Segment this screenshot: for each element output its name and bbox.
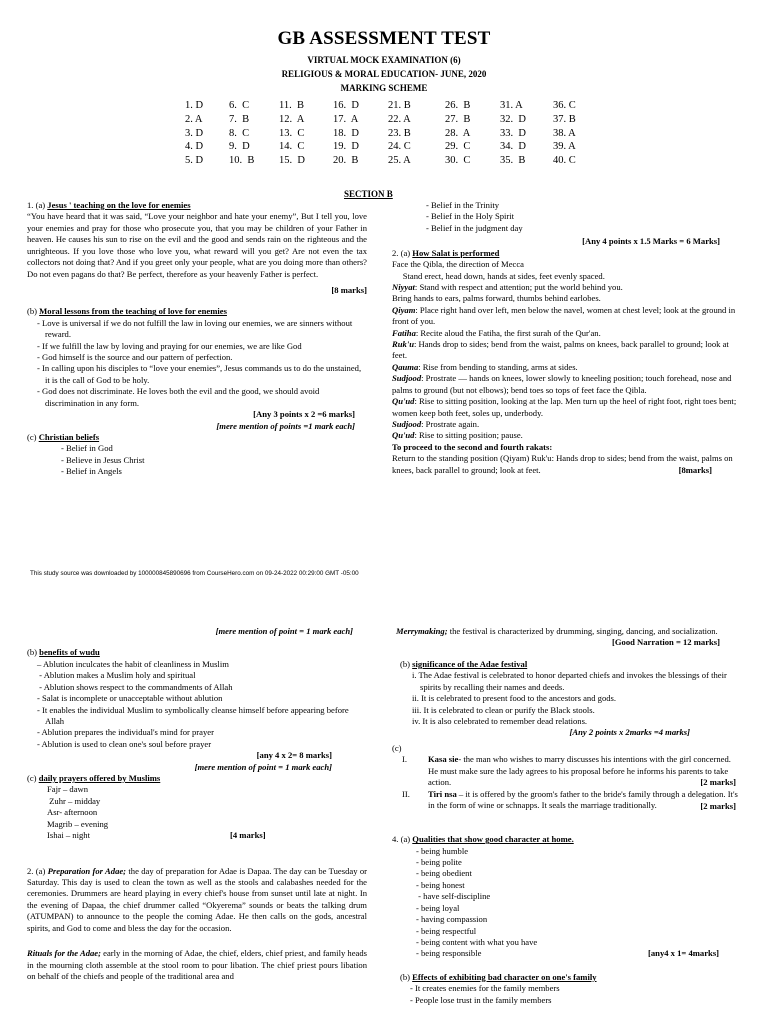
- list-item: - Ablution shows respect to the commandments of Allah: [37, 681, 233, 692]
- download-footer: This study source was downloaded by 100000845890696 from CourseHero.com on 09-24-2022 00:29:00 GMT -05:00: [30, 570, 359, 577]
- answer-item: 35. B: [500, 155, 526, 167]
- page2-right-block: [392, 626, 742, 1006]
- step-term: Fatiha: [392, 327, 416, 338]
- proceed-heading: To proceed to the second and fourth rakats:: [392, 441, 553, 452]
- answer-column-8: [553, 99, 576, 168]
- list-item: - Belief in Angels: [61, 466, 122, 477]
- merrymaking-title: Merrymaking;: [396, 626, 448, 636]
- answer-item: 11. B: [279, 100, 304, 111]
- significance-marks: [Any 2 points x 2marks =4 marks]: [569, 727, 690, 738]
- answer-item: 39. A: [553, 141, 576, 153]
- list-item: - In calling upon his disciples to “love your enemies”, Jesus commands us to do the unstained, it is the call of God to be holy.: [37, 363, 362, 385]
- answer-item: 6. C: [229, 100, 250, 111]
- return-marks: [8marks]: [678, 465, 712, 476]
- list-item: Ishai – night: [47, 830, 90, 841]
- answer-item: 30. C: [445, 155, 471, 167]
- list-item: Zuhr – midday: [47, 795, 101, 806]
- answer-item: 15. D: [279, 155, 305, 167]
- answer-column-2: [229, 99, 254, 168]
- list-item: - being honest: [416, 879, 465, 890]
- custom-text: – it is offered by the groom's father to the bride's family through a delegation. It's in the form of wine or schnapps. It seals the marriage traditionally.: [428, 788, 738, 811]
- q4b-title: Effects of exhibiting bad character on one's family: [412, 971, 597, 982]
- step-text: : Stand with respect and attention; put the world behind you.: [414, 281, 623, 292]
- page-title: GB ASSESSMENT TEST: [277, 28, 491, 49]
- answer-item: 20. B: [333, 155, 359, 167]
- step-text: : Rise to sitting position, looking at the lap. Men turn up the heel of right foot, right toes bent; women keep both feet, soles up, underbody.: [392, 396, 737, 418]
- wudu-marks: [any 4 x 2= 8 marks]: [256, 750, 332, 761]
- part-c-label: (c): [392, 742, 402, 753]
- q1a-text: “You have heard that it was said, “Love your neighbor and hate your enemy”, But I tell you, love your enemies and pray for those who prosecute you, that you may be children of your Father in heaven. He causes his sun to rise on the evil and the good and sends rain on the righteous and the unrighteous. If you love those who love you, what reward will you get? Are not even the tax collectors not doing that? And if you greet only your people, what are you doing more than others? Do not even pagans do that? Be perfect, therefore as your heavenly Father is perfect.: [27, 211, 367, 279]
- subject-line: RELIGIOUS & MORAL EDUCATION- JUNE, 2020: [281, 69, 487, 79]
- item-number: I.: [402, 754, 408, 765]
- list-item: Fajr – dawn: [47, 784, 89, 795]
- list-item: - being loyal: [416, 902, 460, 913]
- answer-item: 4. D: [185, 141, 204, 153]
- step-text: Bring hands to ears, palms forward, thumbs behind earlobes.: [392, 293, 601, 304]
- question-2-block: [392, 200, 742, 477]
- list-item: - having compassion: [416, 914, 488, 925]
- list-item: Asr- afternoon: [47, 807, 98, 818]
- answer-item: 21. B: [388, 100, 411, 111]
- q4-marks: [any4 x 1= 4marks]: [648, 948, 720, 959]
- answer-item: 37. B: [553, 113, 576, 125]
- list-item: - being respectful: [416, 925, 477, 936]
- step-term: Sudjood: [392, 419, 422, 430]
- step-text: : Prostrate — hands on knees, lower slowly to kneeling position; touch forehead, nose and palms to ground (but not elbows); bend toes so tops of feet face the Qibla.: [392, 373, 732, 395]
- list-item: ii. It is celebrated to present food to the ancestors and gods.: [412, 693, 617, 704]
- custom-term: Tiri nsa: [428, 788, 457, 799]
- significance-number: (b): [400, 658, 413, 669]
- list-item: - being obedient: [416, 868, 472, 879]
- list-item: - being humble: [416, 845, 469, 856]
- answer-item: 26. B: [445, 100, 471, 111]
- answer-column-6: [445, 99, 470, 168]
- list-item: - If we fulfill the law by loving and praying for our enemies, we are like God: [37, 340, 302, 351]
- q2-adae-title: Preparation for Adae;: [47, 865, 127, 876]
- prayers-marks: [4 marks]: [230, 830, 266, 841]
- list-item: - God himself is the source and our pattern of perfection.: [37, 352, 233, 363]
- answer-item: 14. C: [279, 141, 305, 153]
- answer-item: 28. A: [445, 127, 471, 139]
- list-item: [392, 754, 742, 789]
- list-item: - Ablution makes a Muslim holy and spiritual: [37, 670, 196, 681]
- prayers-title: daily prayers offered by Muslims: [38, 773, 161, 784]
- list-item: - Salat is incomplete or unacceptable without ablution: [37, 693, 223, 704]
- q1a-title: Jesus ' teaching on the love for enemies: [47, 200, 191, 210]
- beliefs-marks: [Any 4 points x 1.5 Marks = 6 Marks]: [582, 236, 720, 247]
- step-text: : Rise to sitting position; pause.: [414, 430, 523, 441]
- page2-left-block: [27, 626, 367, 982]
- step-text: : Recite aloud the Fatiha, the first surah of the Qur'an.: [415, 327, 601, 338]
- answer-column-3: [279, 99, 305, 168]
- answer-item: 36. C: [553, 100, 576, 111]
- custom-marks: [2 marks]: [700, 777, 736, 788]
- q1a-number: 1. (a): [27, 200, 48, 210]
- rituals-title: Rituals for the Adae;: [27, 948, 101, 959]
- answer-item: 3. D: [185, 127, 204, 139]
- custom-term: Kasa sie: [428, 754, 459, 765]
- return-text: Return to the standing position (Qiyam) Ruk'u: Hands drop to sides; bend from the waist, palms on knees, back parallel to ground; look at feet.: [392, 453, 733, 475]
- q2-adae-text: the day of preparation for Adae is Dapaa. The day can be Tuesday or Saturday. This day is used to clean the town as well as the stools and calabashes needed for the ceremonies. Drummers are heard playing in every chief's house from sunset until late at night. In the evening of Dapaa, the chief drummer called “Okyerema” sounds or beats the talking drum (ATUMPAN) to announce to the people the coming Adae. He then calls on the gods, ancestral spirits, and God to come and bless the day for the occasion.: [27, 865, 367, 933]
- answer-item: 25. A: [388, 155, 411, 167]
- step-text: : Hands drop to sides; bend from the waist, palms on knees, back parallel to ground; look at feet.: [392, 339, 729, 361]
- list-item: - Belief in God: [61, 443, 113, 454]
- list-item: - Belief in the Trinity: [426, 200, 500, 210]
- prayers-number: (c): [27, 773, 39, 784]
- step-text: Stand erect, head down, hands at sides, feet evenly spaced.: [392, 270, 605, 281]
- q4-title: Qualities that show good character at home.: [412, 834, 574, 845]
- step-term: Ruk'u: [392, 339, 414, 350]
- q4b-number: (b): [400, 971, 413, 982]
- merrymaking-marks: [Good Narration = 12 marks]: [611, 637, 720, 648]
- q2a-title: How Salat is performed: [412, 247, 500, 258]
- answer-item: 23. B: [388, 127, 411, 139]
- answer-item: 8. C: [229, 127, 250, 139]
- answer-item: 2. A: [185, 113, 203, 125]
- list-item: - It enables the individual Muslim to symbolically cleanse himself before appearing before Allah: [37, 704, 349, 726]
- answer-item: 5. D: [185, 155, 204, 167]
- q1b-note: [mere mention of points =1 mark each]: [216, 420, 355, 431]
- list-item: - People lose trust in the family members: [410, 994, 552, 1005]
- answer-item: 31. A: [500, 100, 523, 111]
- answer-item: 27. B: [445, 113, 471, 125]
- list-item: i. The Adae festival is celebrated to honor departed chiefs and invokes the blessings of their spirits by recalling their names and deeds.: [412, 670, 727, 692]
- answer-item: 13. C: [279, 127, 305, 139]
- list-item: - being polite: [416, 857, 462, 868]
- answer-item: 19. D: [333, 141, 359, 153]
- list-item: - It creates enemies for the family members: [410, 983, 560, 994]
- answer-item: 34. D: [500, 141, 526, 153]
- wudu-title: benefits of wudu: [39, 647, 100, 658]
- answer-column-1: [185, 99, 203, 168]
- mention-note: [mere mention of point = 1 mark each]: [215, 626, 353, 636]
- q1b-title: Moral lessons from the teaching of love for enemies: [39, 306, 227, 317]
- merrymaking-text: the festival is characterized by drumming, singing, dancing, and socialization.: [447, 626, 718, 636]
- list-item: - God does not discriminate. He loves both the evil and the good, we should avoid discrimination in any form.: [37, 386, 320, 408]
- step-term: Sudjood: [392, 373, 422, 384]
- list-item: - have self-discipline: [416, 891, 491, 902]
- answer-item: 22. A: [388, 113, 411, 125]
- step-text: Face the Qibla, the direction of Mecca: [392, 259, 524, 270]
- list-item: iv. It is also celebrated to remember dead relations.: [412, 715, 588, 726]
- answer-item: 7. B: [229, 113, 250, 125]
- step-term: Niyyat: [392, 281, 415, 292]
- answer-item: 18. D: [333, 127, 359, 139]
- custom-marks: [2 marks]: [700, 800, 736, 811]
- q2a-number: 2. (a): [392, 247, 413, 258]
- list-item: - being content with what you have: [416, 936, 538, 947]
- wudu-note: [mere mention of point = 1 mark each]: [194, 761, 332, 772]
- q2-adae-number: 2. (a): [27, 865, 48, 876]
- step-term: Qu'ud: [392, 430, 415, 441]
- answer-item: 32. D: [500, 113, 526, 125]
- wudu-number: (b): [27, 647, 40, 658]
- list-item: - Love is universal if we do not fulfill the law in loving our enemies, we are sinners without reward.: [37, 317, 353, 340]
- rituals-text: early in the morning of Adae, the chief, elders, chief priest, and family heads in the mourning cloth assemble at the stool room to pour libation. The chief priest pours libation on behalf of the chiefs and people of the traditional area and: [27, 948, 367, 981]
- answer-item: 17. A: [333, 113, 359, 125]
- answer-item: 24. C: [388, 141, 411, 153]
- answer-item: 1. D: [185, 100, 204, 111]
- item-number: II.: [402, 788, 410, 799]
- step-term: Qu'ud: [392, 396, 415, 407]
- list-item: - Believe in Jesus Christ: [61, 454, 145, 465]
- list-item: - Ablution prepares the individual's mind for prayer: [37, 727, 214, 738]
- q1a-marks: [8 marks]: [331, 284, 367, 295]
- answer-item: 9. D: [229, 141, 250, 153]
- step-term: Qauma: [392, 361, 419, 372]
- step-text: : Prostrate again.: [421, 419, 480, 430]
- answer-item: 33. D: [500, 127, 526, 139]
- answer-item: 10. B: [229, 155, 255, 167]
- answer-item: 29. C: [445, 141, 471, 153]
- answer-item: 12. A: [279, 113, 305, 125]
- answer-column-5: [388, 99, 411, 168]
- step-text: : Rise from bending to standing, arms at sides.: [418, 361, 578, 372]
- answer-item: 16. D: [333, 100, 359, 111]
- custom-text: - the man who wishes to marry discusses his intentions with the girl concerned. He must make sure the lady agrees to his proposal before he informs his parents to take action.: [428, 754, 731, 788]
- answer-column-7: [500, 99, 526, 168]
- section-b-heading: SECTION B: [344, 189, 393, 199]
- list-item: - Belief in the judgment day: [426, 222, 523, 233]
- marking-scheme-label: MARKING SCHEME: [340, 83, 428, 93]
- list-item: - Ablution is used to clean one's soul before prayer: [37, 738, 212, 749]
- list-item: [392, 789, 742, 812]
- answer-item: 40. C: [553, 155, 576, 167]
- significance-title: significance of the Adae festival: [412, 658, 528, 669]
- q1c-title: Christian beliefs: [38, 432, 100, 443]
- list-item: - Belief in the Holy Spirit: [426, 211, 515, 222]
- q1b-number: (b): [27, 306, 40, 317]
- list-item: Magrib – evening: [47, 818, 109, 829]
- answer-column-4: [333, 99, 359, 168]
- question-1-block: [27, 200, 367, 478]
- list-item: iii. It is celebrated to clean or purify the Black stools.: [412, 704, 595, 715]
- step-text: : Place right hand over left, men below the navel, women at chest level; look at the ground in front of you.: [392, 304, 736, 327]
- q1b-marks: [Any 3 points x 2 =6 marks]: [253, 409, 355, 420]
- list-item: - being responsible: [416, 948, 482, 959]
- q4-number: 4. (a): [392, 834, 413, 845]
- exam-name: VIRTUAL MOCK EXAMINATION (6): [307, 55, 461, 65]
- q1c-number: (c): [27, 432, 39, 443]
- list-item: – Ablution inculcates the habit of cleanliness in Muslim: [37, 658, 229, 669]
- answer-item: 38. A: [553, 127, 576, 139]
- step-term: Qiyam: [392, 304, 416, 315]
